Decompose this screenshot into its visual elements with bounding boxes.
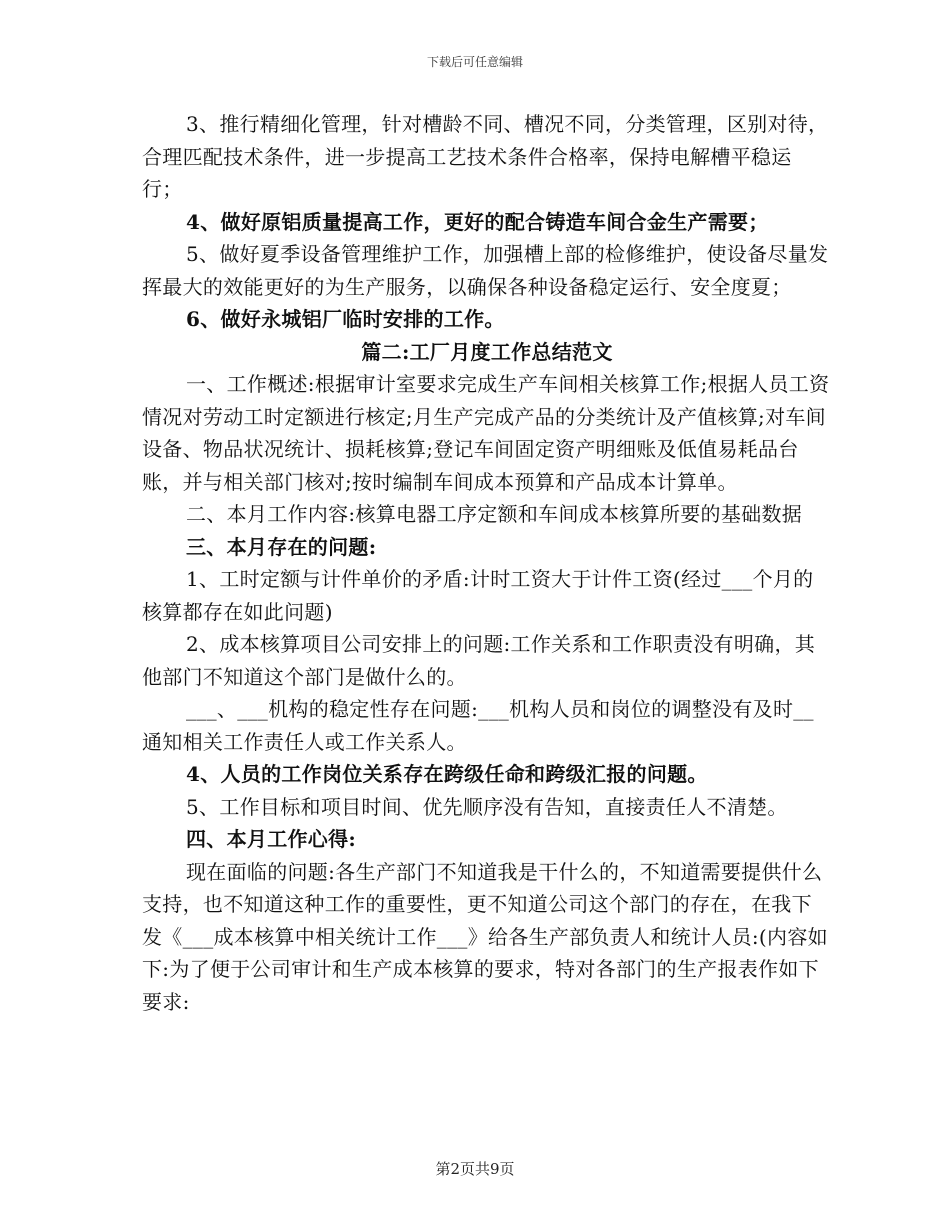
- paragraph-overview: 一、工作概述:根据审计室要求完成生产车间相关核算工作;根据人员工资情况对劳动工时定额进行核定;月生产完成产品的分类统计及产值核算;对车间设备、物品状况统计、损耗核算;登记车间固定资产明细账及低值易耗品台账，并与相关部门核对;按时编制车间成本预算和产品成本计算单。: [142, 372, 830, 494]
- paragraph-item-5: 5、做好夏季设备管理维护工作，加强槽上部的检修维护，使设备尽量发挥最大的效能更好的为生产服务，以确保各种设备稳定运行、安全度夏；: [142, 242, 829, 299]
- problem-item-2: 2、成本核算项目公司安排上的问题:工作关系和工作职责没有明确，其他部门不知道这个部门是做什么的。: [142, 632, 816, 689]
- problem-item-1: 1、工时定额与计件单价的矛盾:计时工资大于计件工资(经过___个月的核算都存在如此问题): [142, 567, 814, 624]
- paragraph-item-4: 4、做好原铝质量提高工作，更好的配合铸造车间合金生产需要；: [186, 209, 769, 234]
- paragraph-experience: 现在面临的问题:各生产部门不知道我是干什么的，不知道需要提供什么支持，也不知道这种工作的重要性，更不知道公司这个部门的存在，在我下发《___成本核算中相关统计工作___》给各生产部负责人和统计人员:(内容如下:为了便于公司审计和生产成本核算的要求，特对各部门的生产报表作如下要求:: [142, 859, 828, 1014]
- problem-item-3: ___、___机构的稳定性存在问题:___机构人员和岗位的调整没有及时__通知相关工作责任人或工作关系人。: [142, 697, 814, 754]
- paragraph-work-content: 二、本月工作内容:核算电器工序定额和车间成本核算所要的基础数据: [186, 502, 803, 526]
- page-footer: 第2页共9页: [435, 1160, 515, 1178]
- heading-problems: 三、本月存在的问题:: [186, 534, 377, 559]
- problem-item-5: 5、工作目标和项目时间、优先顺序没有告知，直接责任人不清楚。: [186, 794, 788, 819]
- problem-item-4: 4、人员的工作岗位关系存在跨级任命和跨级汇报的问题。: [186, 762, 708, 786]
- paragraph-item-6: 6、做好永城铝厂临时安排的工作。: [186, 307, 505, 331]
- section-title: 篇二:工厂月度工作总结范文: [361, 339, 613, 364]
- page-header: 下载后可任意编辑: [426, 55, 523, 69]
- paragraph-item-3: 3、推行精细化管理，针对槽龄不同、槽况不同，分类管理，区别对待，合理匹配技术条件，进一步提高工艺技术条件合格率，保持电解槽平稳运行；: [142, 112, 829, 201]
- document-body: [142, 108, 832, 1018]
- heading-experience: 四、本月工作心得:: [186, 827, 357, 851]
